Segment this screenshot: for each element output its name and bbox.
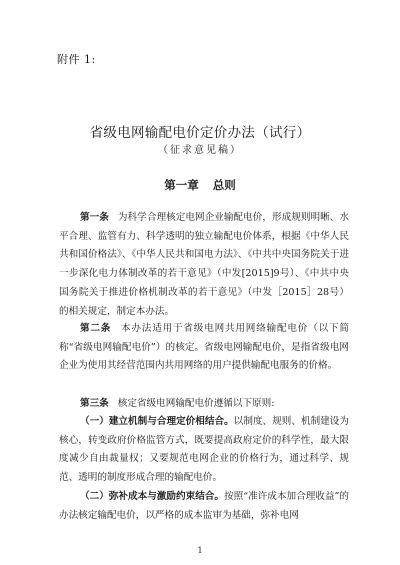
chapter-name: 总则 (212, 178, 236, 192)
article-1-text: 为科学合理核定电网企业输配电价，形成规则明晰、水平合理、监管有力、科学透明的独立输配电价体系，根据《中华人民共和国价格法》、《中华人民共和国电力法》、《中共中央国务院关于进一步深化电力体制改革的若干意见》（中发[2015]9号）、《中共中央国务院关于推进价格机制改革的若干意见》（中发［2015］28号）的相关规定，制定本办法。 (59, 212, 350, 317)
principle-1 (59, 413, 349, 488)
article-1 (59, 209, 349, 321)
principle-1-heading: （一）建立机制与合理定价相结合。 (80, 416, 234, 427)
article-3-text: 核定省级电网输配电价遵循以下原则: (117, 398, 275, 409)
principle-1-text: 以制度、规则、机制建设为核心，转变政府价格监管方式，既要提高政府定价的科学性，最大限度减少自由裁量权；又要规范电网企业的价格行为，通过科学、规范、透明的制度形成合理的输配电价。 (59, 416, 350, 484)
article-2 (59, 320, 349, 376)
article-2-text: 本办法适用于省级电网共用网络输配电价（以下简称“省级电网输配电价”）的核定。省级电网输配电价，是指省级电网企业为使用其经营范围内共用网络的用户提供输配电服务的价格。 (59, 323, 350, 372)
page-number: 1 (197, 546, 203, 555)
article-3 (59, 395, 349, 414)
document-title: 省级电网输配电价定价办法（试行） (89, 125, 311, 141)
article-1-label: 第一条 (80, 212, 109, 223)
chapter-number: 第一章 (164, 178, 199, 192)
chapter-heading (0, 177, 400, 193)
principle-2-text: 按照“准许成本加合理收益”的办法核定输配电价，以严格的成本监审为基础，弥补电网 (59, 491, 350, 521)
principle-2-heading: （二）弥补成本与激励约束结合。 (80, 491, 224, 502)
principle-2 (59, 488, 349, 525)
article-3-label: 第三条 (80, 398, 109, 409)
attachment-label: 附件 1: (57, 53, 96, 66)
document-subtitle: （征求意见稿） (158, 145, 242, 156)
article-2-label: 第二条 (80, 323, 112, 334)
